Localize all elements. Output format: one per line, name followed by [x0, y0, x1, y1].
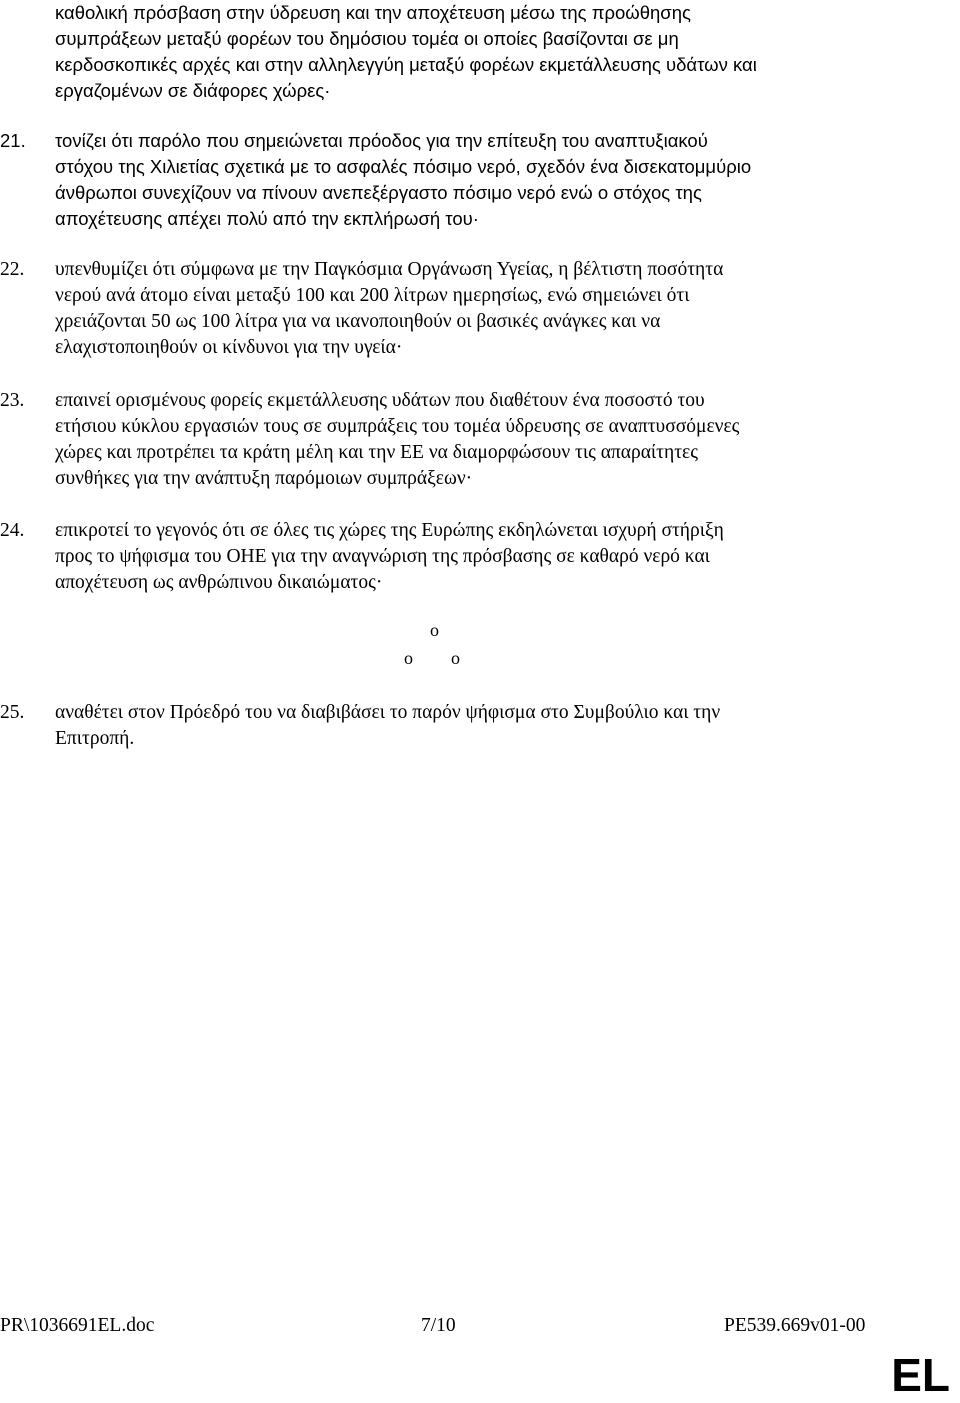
footer-document-id: PR\1036691EL.doc	[0, 1315, 155, 1336]
paragraph-23	[55, 388, 885, 492]
paragraph-21	[55, 128, 885, 232]
text-line: ετήσιου κύκλου εργασιών τους σε συμπράξεις του τομέα ύδρευσης σε αναπτυσσόμενες	[55, 416, 740, 437]
paragraph-number: 23.	[0, 390, 25, 411]
language-code: EL	[891, 1349, 950, 1401]
text-line: ελαχιστοποιηθούν οι κίνδυνοι για την υγεία·	[55, 337, 403, 358]
text-line: συνθήκες για την ανάπτυξη παρόμοιων συμπράξεων·	[55, 468, 473, 489]
text-line: χώρες και προτρέπει τα κράτη μέλη και την ΕΕ να διαμορφώσουν τις απαραίτητες	[55, 442, 698, 463]
footer-reference: PE539.669v01-00	[724, 1315, 866, 1336]
text-line: νερού ανά άτομο είναι μεταξύ 100 και 200 λίτρων ημερησίως, ενώ σημειώνει ότι	[55, 285, 690, 306]
text-line: προς το ψήφισμα του ΟΗΕ για την αναγνώριση της πρόσβασης σε καθαρό νερό και	[55, 546, 710, 567]
paragraph-number: 21.	[0, 130, 26, 151]
text-line: επικροτεί το γεγονός ότι σε όλες τις χώρες της Ευρώπης εκδηλώνεται ισχυρή στήριξη	[55, 520, 724, 541]
paragraph-number: 22.	[0, 259, 25, 280]
paragraph-number: 24.	[0, 520, 25, 541]
text-line: αποχέτευση ως ανθρώπινου δικαιώματος·	[55, 572, 383, 593]
paragraph-24	[55, 518, 885, 596]
paragraph-25	[55, 700, 885, 752]
separator-circle: o	[430, 620, 439, 640]
separator-circle: o	[404, 648, 413, 668]
text-line: τονίζει ότι παρόλο που σημειώνεται πρόοδος για την επίτευξη του αναπτυξιακού	[55, 130, 708, 151]
intro-paragraph	[55, 0, 885, 104]
text-line: εργαζομένων σε διάφορες χώρες·	[55, 80, 331, 101]
text-line: αναθέτει στον Πρόεδρό του να διαβιβάσει το παρόν ψήφισμα στο Συμβούλιο και την	[55, 702, 721, 723]
text-line: άνθρωποι συνεχίζουν να πίνουν ανεπεξέργαστο πόσιμο νερό ενώ ο στόχος της	[55, 182, 702, 203]
text-line: στόχου της Χιλιετίας σχετικά με το ασφαλές πόσιμο νερό, σχεδόν ένα δισεκατομμύριο	[55, 156, 752, 177]
separator-circle: o	[451, 648, 460, 668]
text-line: καθολική πρόσβαση στην ύδρευση και την αποχέτευση μέσω της προώθησης	[55, 2, 691, 23]
paragraph-22	[55, 257, 885, 361]
text-line: συμπράξεων μεταξύ φορέων του δημόσιου τομέα οι οποίες βασίζονται σε μη	[55, 28, 679, 49]
paragraph-number: 25.	[0, 702, 25, 723]
text-line: χρειάζονται 50 ως 100 λίτρα για να ικανοποιηθούν οι βασικές ανάγκες και να	[55, 311, 661, 332]
text-line: Επιτροπή.	[55, 728, 135, 749]
footer-page-number: 7/10	[421, 1315, 456, 1336]
text-line: κερδοσκοπικές αρχές και στην αλληλεγγύη μεταξύ φορέων εκμετάλλευσης υδάτων και	[55, 54, 757, 75]
text-line: αποχέτευσης απέχει πολύ από την εκπλήρωσή του·	[55, 208, 479, 229]
text-line: επαινεί ορισμένους φορείς εκμετάλλευσης υδάτων που διαθέτουν ένα ποσοστό του	[55, 390, 705, 411]
text-line: υπενθυμίζει ότι σύμφωνα με την Παγκόσμια Οργάνωση Υγείας, η βέλτιστη ποσότητα	[55, 259, 724, 280]
